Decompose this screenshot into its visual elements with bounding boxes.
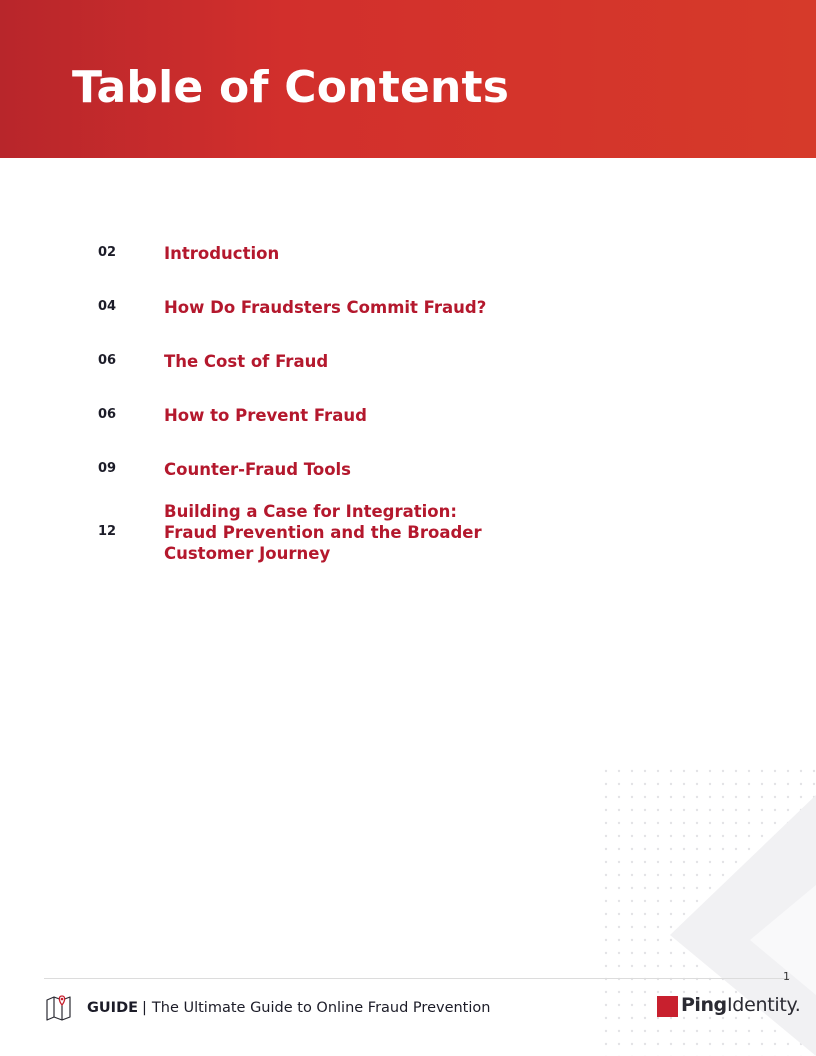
toc-link-introduction[interactable]: Introduction bbox=[164, 244, 280, 263]
toc-link-cost-of-fraud[interactable]: The Cost of Fraud bbox=[164, 352, 329, 371]
toc-page-number: 04 bbox=[97, 299, 117, 314]
toc-link-building-a-case[interactable]: Building a Case for Integration: Fraud Prevention and the Broader Customer Journey bbox=[164, 502, 482, 563]
footer-divider bbox=[44, 978, 790, 979]
page-title: Table of Contents bbox=[72, 62, 510, 113]
logo-text-ping: Ping bbox=[681, 994, 727, 1016]
footer-separator: | bbox=[142, 1000, 147, 1016]
toc-page-number: 06 bbox=[97, 353, 117, 368]
logo-red-square-icon bbox=[657, 996, 678, 1017]
page-number: 1 bbox=[783, 970, 790, 983]
footer-guide-title bbox=[87, 1000, 490, 1016]
toc-link-how-fraudsters-commit-fraud[interactable]: How Do Fraudsters Commit Fraud? bbox=[164, 298, 487, 317]
toc-page-number: 09 bbox=[97, 461, 117, 476]
header-banner bbox=[0, 0, 816, 158]
toc-link-counter-fraud-tools[interactable]: Counter-Fraud Tools bbox=[164, 460, 352, 479]
toc-page-number: 06 bbox=[97, 407, 117, 422]
guide-label: GUIDE bbox=[87, 1000, 139, 1016]
toc-page-number: 12 bbox=[97, 524, 117, 539]
toc-link-how-to-prevent-fraud[interactable]: How to Prevent Fraud bbox=[164, 406, 367, 425]
map-pin-icon bbox=[44, 994, 74, 1022]
logo-text-identity: Identity. bbox=[727, 994, 801, 1016]
guide-title: The Ultimate Guide to Online Fraud Prevention bbox=[151, 1000, 491, 1016]
toc-page-number: 02 bbox=[97, 245, 117, 260]
